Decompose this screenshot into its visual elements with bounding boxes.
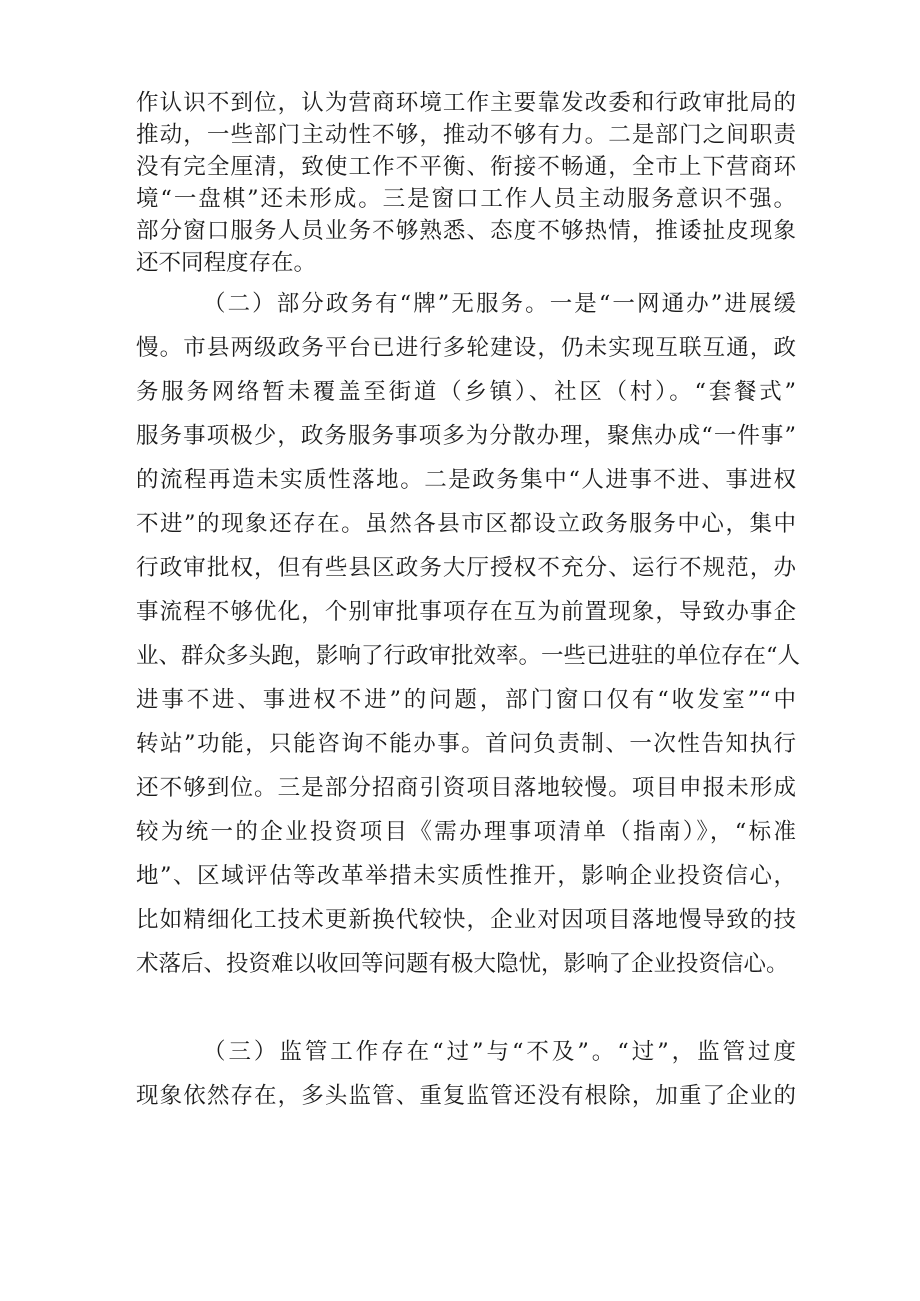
text-line: 作认识不到位，认为营商环境工作主要靠发改委和行政审批局的 xyxy=(136,90,796,116)
text-line: 地”、区域评估等改革举措未实质性推开，影响企业投资信心， xyxy=(136,863,796,889)
text-line: 术落后、投资难以收回等问题有极大隐忧，影响了企业投资信心。 xyxy=(136,951,789,977)
text-line: 较为统一的企业投资项目《需办理事项清单（指南）》，“标准 xyxy=(136,819,796,845)
text-line: 现象依然存在，多头监管、重复监管还没有根除，加重了企业的 xyxy=(136,1083,796,1109)
text-line: 还不够到位。三是部分招商引资项目落地较慢。项目申报未形成 xyxy=(136,775,796,801)
text-line: 部分窗口服务人员业务不够熟悉、态度不够热情，推诿扯皮现象 xyxy=(136,218,796,244)
text-line: 比如精细化工技术更新换代较快，企业对因项目落地慢导致的技 xyxy=(136,907,796,933)
text-line: 还不同程度存在。 xyxy=(136,250,317,276)
text-line: 服务事项极少，政务服务事项多为分散办理，聚焦办成“一件事” xyxy=(136,423,796,449)
text-line: 推动，一些部门主动性不够，推动不够有力。二是部门之间职责 xyxy=(136,122,796,148)
text-line: 不进”的现象还存在。虽然各县市区都设立政务服务中心，集中 xyxy=(136,511,796,537)
text-line: 转站”功能，只能咨询不能办事。首问负责制、一次性告知执行 xyxy=(136,731,796,757)
text-line: 务服务网络暂未覆盖至街道（乡镇）、社区（村）。“套餐式” xyxy=(136,379,796,405)
paragraph-heading-2: （二）部分政务有“牌”无服务。一是“一网通办”进展缓 xyxy=(203,291,796,317)
text-line: 的流程再造未实质性落地。二是政务集中“人进事不进、事进权 xyxy=(136,467,796,493)
text-line: 慢。市县两级政务平台已进行多轮建设，仍未实现互联互通，政 xyxy=(136,335,796,361)
text-line: 业、群众多头跑，影响了行政审批效率。一些已进驻的单位存在“人 xyxy=(136,643,801,669)
text-line: 进事不进、事进权不进”的问题，部门窗口仅有“收发室”“中 xyxy=(136,687,796,713)
text-line: 行政审批权，但有些县区政务大厅授权不充分、运行不规范，办 xyxy=(136,555,796,581)
text-line: 没有完全厘清，致使工作不平衡、衔接不畅通，全市上下营商环 xyxy=(136,154,796,180)
text-line: 境“一盘棋”还未形成。三是窗口工作人员主动服务意识不强。 xyxy=(136,186,796,212)
text-line: 事流程不够优化，个别审批事项存在互为前置现象，导致办事企 xyxy=(136,599,796,625)
paragraph-heading-3: （三）监管工作存在“过”与“不及”。“过”，监管过度 xyxy=(203,1039,796,1065)
